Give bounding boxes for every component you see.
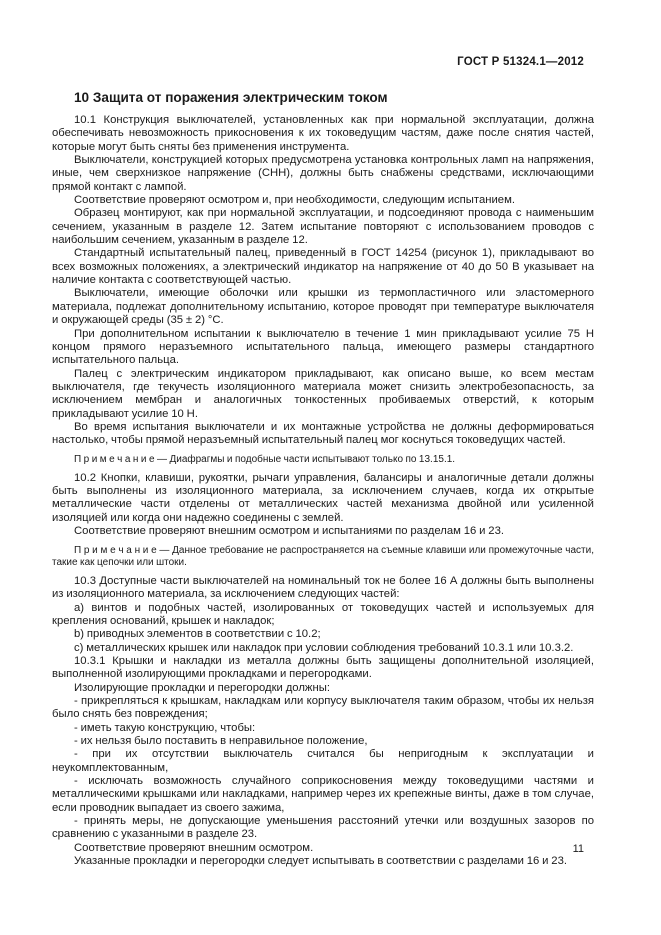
document-header [52,56,594,69]
body-paragraph: Выключатели, имеющие оболочки или крышки из термопластичного или эластомерного материала, подлежат дополнительному испытанию, которое проводят при температуре выключателя и окружающей среды (35 ± 2) °С. [52,287,594,327]
body-paragraph: с) металлических крышек или накладок при условии соблюдения требований 10.3.1 или 10.3.2. [74,641,574,654]
document-footer [573,843,584,856]
body-paragraph: 10.3 Доступные части выключателей на номинальный ток не более 16 А должны быть выполнены из изоляционного материала, за исключением следующих частей: [52,574,594,601]
body-paragraph: Выключатели, конструкцией которых предусмотрена установка контрольных ламп на напряжения, иные, чем сверхнизкое напряжение (СНН), должны быть снабжены средствами, исключающими прямой контакт с лампой. [52,154,594,193]
body-paragraph: Соответствие проверяют внешним осмотром и испытаниями по разделам 16 и 23. [74,525,505,538]
body-paragraph: При дополнительном испытании к выключателю в течение 1 мин прикладывают усилие 75 Н концом прямого неразъемного испытательного пальца, имеющего размеры стандартного испытательного пальца. [52,327,594,367]
body-paragraph: Соответствие проверяют внешним осмотром. [74,841,314,854]
note-paragraph: П р и м е ч а н и е — Данное требование не распространяется на съемные клавиши или промежуточные части, такие как цепочки или штоки. [52,544,594,568]
body-paragraph: а) винтов и подобных частей, изолированных от токоведущих частей и используемых для крепления оснований, крышек и накладок; [52,601,594,627]
body-paragraph: Указанные прокладки и перегородки следует испытывать в соответствии с разделами 16 и 23. [74,855,568,868]
page-number: 11 [572,843,584,855]
body-paragraph: b) приводных элементов в соответствии с 10.2; [74,628,321,641]
body-paragraph: Изолирующие прокладки и перегородки должны: [74,681,330,694]
body-paragraph: - их нельзя было поставить в неправильное положение, [74,735,368,748]
body-paragraph: 10.2 Кнопки, клавиши, рукоятки, рычаги управления, балансиры и аналогичные детали должны быть выполнены из изоляционного материала, за исключением случаев, когда их открытые металлические части отделены от металлических частей механизма двойной или усиленной изоляцией или когда они надежно соединены с землей. [52,471,594,524]
body-paragraph: - при их отсутствии выключатель считался бы непригодным к эксплуатации и неукомплектованным, [52,748,594,774]
document-body [52,114,594,868]
standard-code: ГОСТ Р 51324.1—2012 [457,56,584,68]
note-paragraph: П р и м е ч а н и е — Диафрагмы и подобные части испытывают только по 13.15.1. [74,453,456,465]
body-paragraph: Во время испытания выключатели и их монтажные устройства не должны деформироваться настолько, чтобы прямой неразъемный испытательный палец мог коснуться токоведущих частей. [52,420,594,447]
body-paragraph: Образец монтируют, как при нормальной эксплуатации, и подсоединяют провода с наименьшим сечением, указанным в разделе 12. Затем испытание повторяют с использованием проводов с наибольшим сечением, указанным в разделе 12. [52,207,594,247]
body-paragraph: - иметь такую конструкцию, чтобы: [74,721,256,734]
body-paragraph: - принять меры, не допускающие уменьшения расстояний утечки или воздушных зазоров по сравнению с указанными в разделе 23. [52,815,594,841]
body-paragraph: 10.3.1 Крышки и накладки из металла должны быть защищены дополнительной изоляцией, выполненной изолирующими прокладками и перегородками. [52,654,594,681]
body-paragraph: 10.1 Конструкция выключателей, установленных как при нормальной эксплуатации, должна обеспечивать невозможность прикосновения к их токоведущим частям, даже после снятия частей, которые могут быть сняты без применения инструмента. [52,114,594,153]
body-paragraph: Стандартный испытательный палец, приведенный в ГОСТ 14254 (рисунок 1), прикладывают во всех возможных положениях, а электрический индикатор на напряжение от 40 до 50 В указывает на наличие контакта с соответствующей частью. [52,247,594,287]
body-paragraph: - прикрепляться к крышкам, накладкам или корпусу выключателя таким образом, чтобы их нельзя было снять без повреждения; [52,695,594,721]
body-paragraph: Палец с электрическим индикатором прикладывают, как описано выше, ко всем местам выключателя, где текучесть изоляционного материала может снизить электробезопасность, за исключением мембран и аналогичных тонкостенных пробиваемых отверстий, к которым прикладывают усилие 10 Н. [52,367,594,420]
body-paragraph: - исключать возможность случайного соприкосновения между токоведущими частями и металлическими крышками или накладками, например через их крепежные винты, даже в том случае, если проводник выпадает из своего зажима, [52,775,594,814]
section-title: 10 Защита от поражения электрическим током [74,90,388,105]
body-paragraph: Соответствие проверяют осмотром и, при необходимости, следующим испытанием. [74,194,515,207]
